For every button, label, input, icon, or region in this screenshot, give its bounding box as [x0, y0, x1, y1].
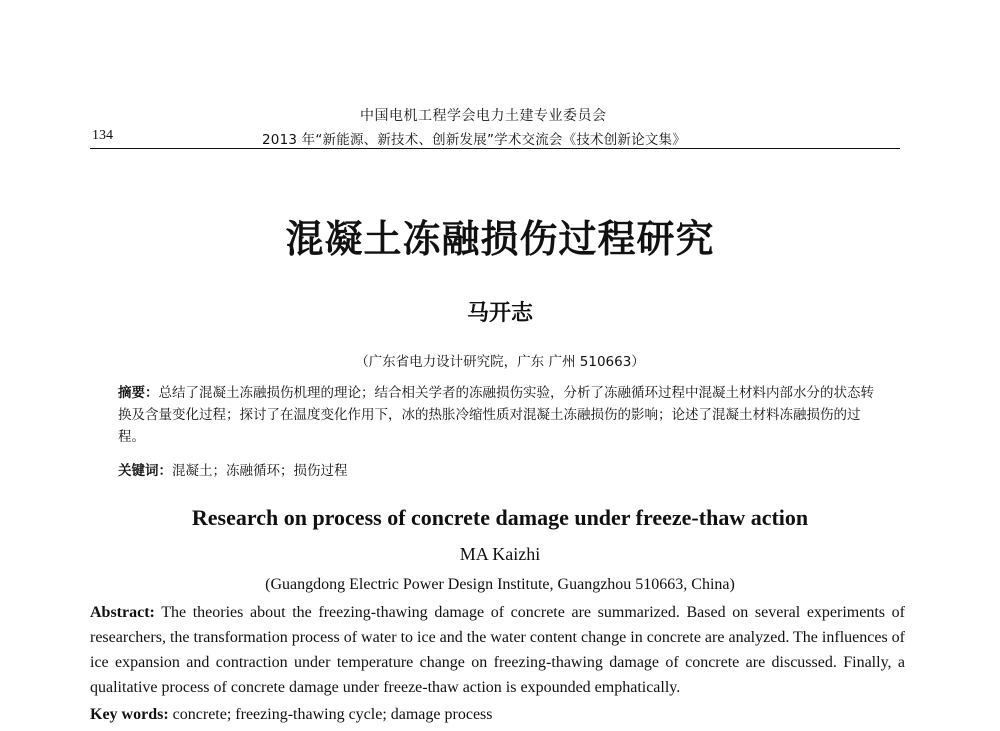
keywords-label-cn: 关键词： [118, 463, 172, 479]
header-proceedings: 2013 年“新能源、新技术、创新发展”学术交流会《技术创新论文集》 [262, 132, 686, 148]
affiliation-cn: （广东省电力设计研究院，广东 广州 510663） [355, 354, 645, 370]
keywords-label-en: Key words: [90, 706, 169, 723]
abstract-text-en: The theories about the freezing-thawing damage of concrete are summarized. Based on several experiments of researchers, the transformation process of water to ice and the water content change in concrete are analyzed. The influences of ice expansion and contraction under temperature change on freezing-thawing damage of concrete are discussed. Finally, a qualitative process of concrete damage under freeze-thaw action is expounded emphatically. [90, 604, 905, 696]
abstract-cn [118, 382, 880, 448]
affiliation-en: (Guangdong Electric Power Design Institute, Guangzhou 510663, China) [265, 576, 735, 593]
paper-title-en: Research on process of concrete damage under freeze-thaw action [191, 505, 809, 530]
abstract-label-en: Abstract: [90, 604, 155, 621]
header-rule [90, 148, 900, 149]
keywords-cn [118, 460, 880, 482]
abstract-en [90, 600, 905, 700]
author-cn: 马开志 [466, 301, 533, 326]
paper-title-cn: 混凝土冻融损伤过程研究 [285, 217, 715, 261]
abstract-label-cn: 摘要： [118, 385, 159, 401]
author-en: MA Kaizhi [459, 544, 541, 564]
keywords-text-en: concrete; freezing-thawing cycle; damage process [168, 706, 493, 723]
keywords-en [90, 702, 905, 727]
abstract-text-cn: 总结了混凝土冻融损伤机理的理论；结合相关学者的冻融损伤实验，分析了冻融循环过程中混凝土材料内部水分的状态转换及含量变化过程；探讨了在温度变化作用下，冰的热胀冷缩性质对混凝土冻融损伤的影响；论述了混凝土材料冻融损伤的过程。 [118, 385, 874, 445]
page-number: 134 [92, 128, 113, 143]
header-society: 中国电机工程学会电力土建专业委员会 [360, 108, 607, 124]
keywords-text-cn: 混凝土；冻融循环；损伤过程 [172, 463, 348, 479]
